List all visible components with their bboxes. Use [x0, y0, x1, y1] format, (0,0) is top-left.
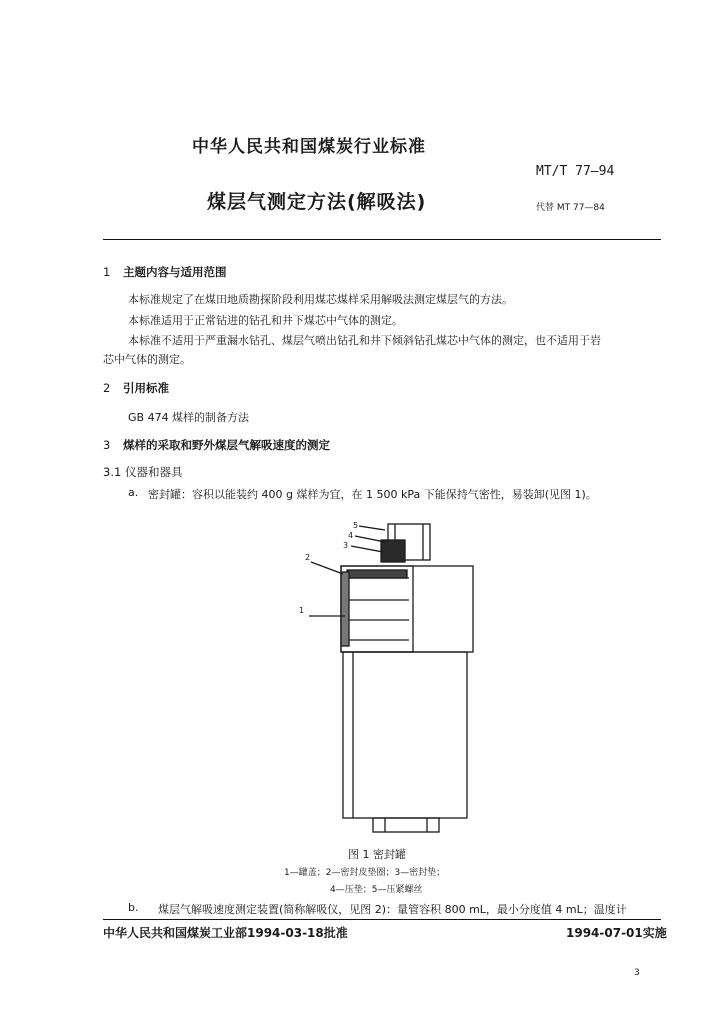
- section-title: 煤样的采取和野外煤层气解吸速度的测定: [123, 438, 330, 452]
- paragraph: 本标准不适用于严重漏水钻孔、煤层气喷出钻孔和井下倾斜钻孔煤芯中气体的测定，也不适用于岩: [128, 334, 601, 347]
- list-item-label: b.: [128, 901, 139, 914]
- sealing-gasket: [347, 570, 407, 578]
- list-item-label: a.: [128, 486, 139, 499]
- paragraph-continuation: 芯中气体的测定。: [103, 353, 191, 366]
- replaces-standard: 代替 MT 77—84: [536, 203, 605, 213]
- standard-organization: 中华人民共和国煤炭行业标准: [192, 137, 426, 157]
- figure-caption: 图 1 密封罐: [348, 848, 406, 861]
- standard-number: MT/T 77—94: [536, 164, 615, 179]
- callout-2: 2: [305, 553, 311, 562]
- pressure-pad: [381, 540, 405, 562]
- canister-lid: [341, 566, 473, 652]
- normative-reference: GB 474 煤样的制备方法: [128, 411, 250, 424]
- callout-5: 5: [353, 521, 359, 530]
- section-2-heading: [103, 380, 169, 396]
- figure-legend: 4—压垫；5—压紧螺丝: [330, 885, 423, 895]
- callout-1: 1: [299, 606, 305, 615]
- footer-rule: [103, 919, 661, 920]
- page-number: 3: [634, 968, 640, 978]
- list-item-text: 密封罐：容积以能装约 400 g 煤样为宜，在 1 500 kPa 下能保持气密性，易装卸(见图 1)。: [148, 488, 597, 501]
- callout-4: 4: [348, 531, 354, 540]
- document-title: 煤层气测定方法(解吸法): [207, 191, 427, 213]
- canister-body: [343, 652, 467, 818]
- bottom-nut: [373, 818, 439, 832]
- section-1-heading: [103, 264, 227, 280]
- list-item-text: 煤层气解吸速度测定装置(简称解吸仪，见图 2)：量管容积 800 mL，最小分度值 4 mL；温度计: [158, 903, 627, 916]
- approval-note: 中华人民共和国煤炭工业部1994-03-18批准: [103, 926, 348, 940]
- callout-3: 3: [343, 541, 349, 550]
- paragraph: 本标准规定了在煤田地质勘探阶段利用煤芯煤样采用解吸法测定煤层气的方法。: [128, 293, 513, 306]
- section-number: 3: [103, 438, 111, 452]
- effective-date: 1994-07-01实施: [566, 926, 667, 940]
- section-3-heading: [103, 437, 330, 453]
- figure-legend: 1—罐盖；2—密封皮垫圈；3—密封垫；: [284, 868, 446, 878]
- section-title: 主题内容与适用范围: [123, 265, 227, 279]
- sealed-canister-drawing: [293, 516, 483, 840]
- subsection-heading: 3.1 仪器和器具: [103, 465, 183, 479]
- section-number: 2: [103, 381, 111, 395]
- header-rule: [103, 239, 661, 240]
- section-title: 引用标准: [123, 381, 169, 395]
- section-number: 1: [103, 265, 111, 279]
- paragraph: 本标准适用于正常钻进的钻孔和井下煤芯中气体的测定。: [128, 314, 403, 327]
